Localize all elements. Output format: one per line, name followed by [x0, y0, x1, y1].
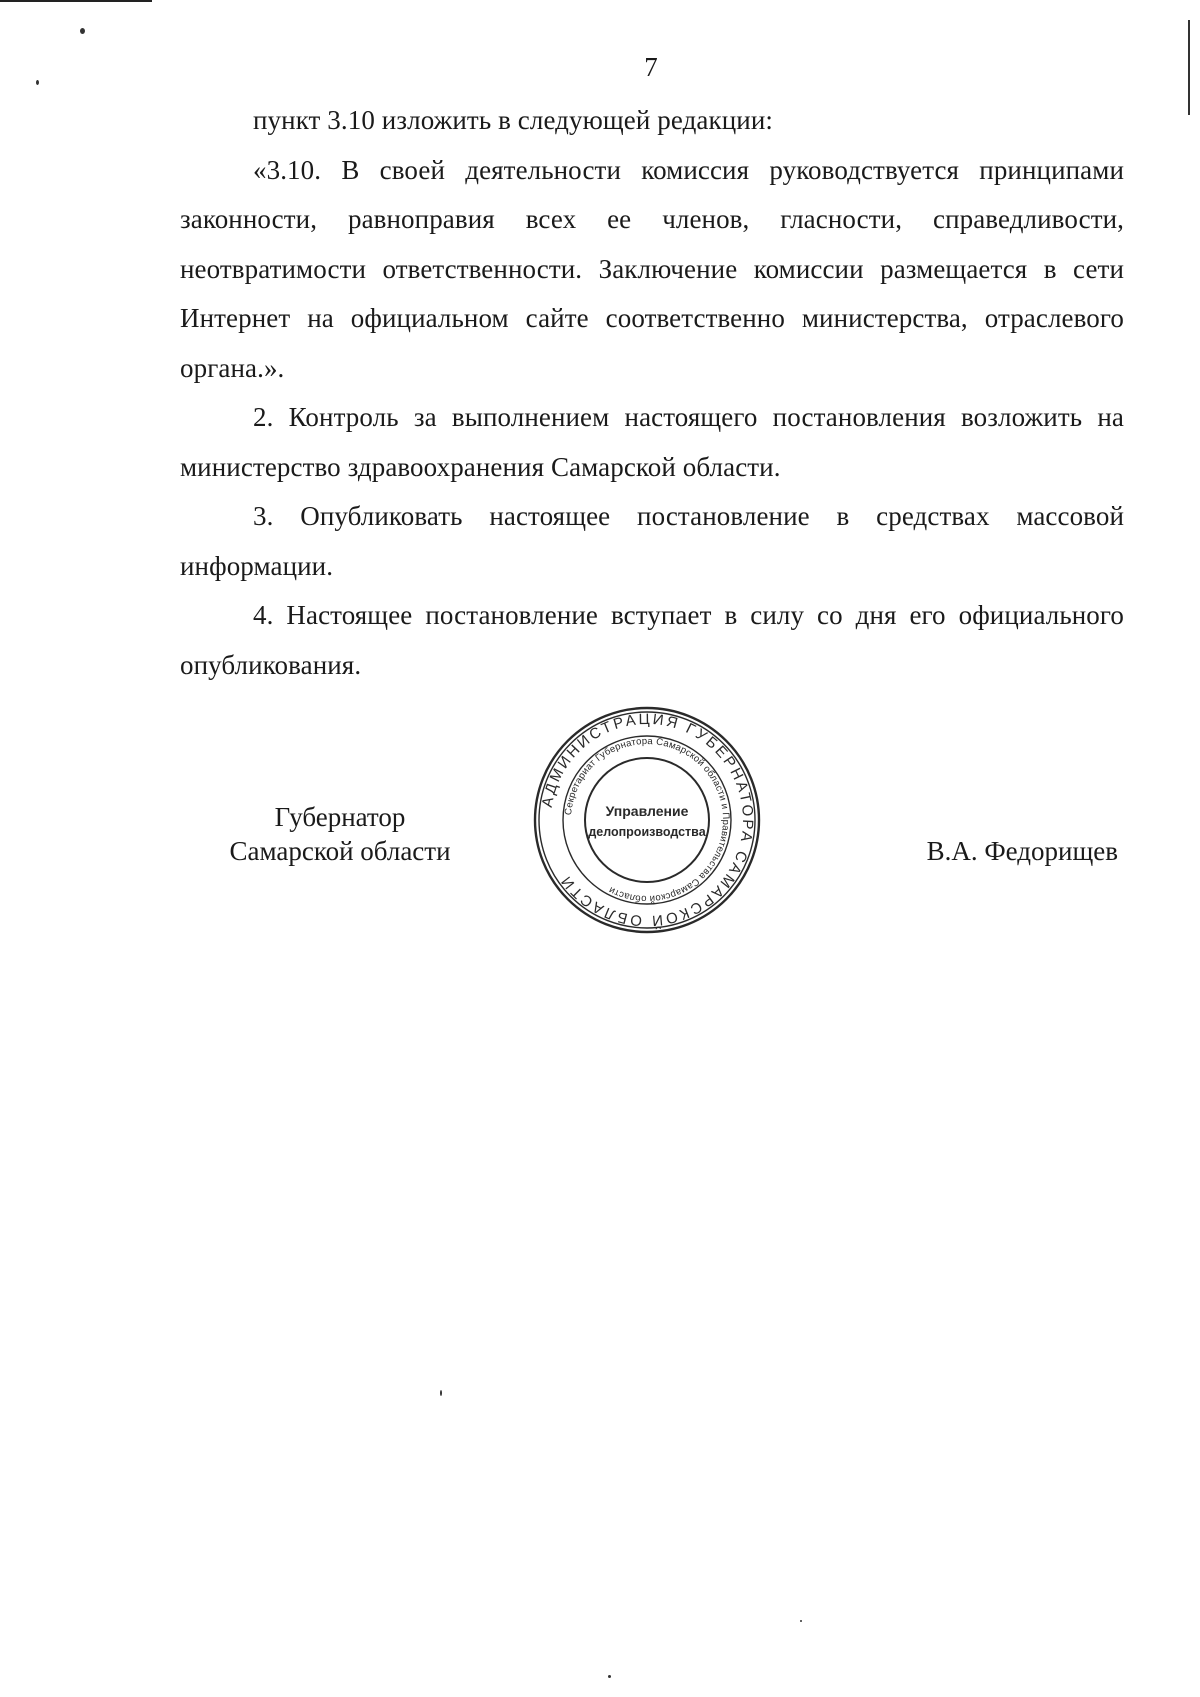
- scan-speck: [440, 1390, 442, 1396]
- body-text: [180, 96, 1124, 690]
- paragraph-3-10: «3.10. В своей деятельности комиссия руководствуется принципами законности, равноправия всех ее членов, гласности, справедливости, неотвратимости ответственности. Заключение комиссии размещается в сети Интернет на официальном сайте соответственно министерства, отраслевого органа.».: [180, 154, 1124, 383]
- scan-speck: [608, 1675, 611, 1678]
- paragraph-4: 4. Настоящее постановление вступает в силу со дня его официального опубликования.: [180, 600, 1124, 680]
- seal-center-line2: делопроизводства: [588, 825, 706, 839]
- paragraph-3: 3. Опубликовать настоящее постановление в средствах массовой информации.: [180, 501, 1124, 581]
- seal-center-line1: Управление: [605, 803, 689, 819]
- signature-block: [0, 800, 1200, 890]
- scan-speck: [80, 28, 85, 34]
- paragraph-intro: пункт 3.10 изложить в следующей редакции:: [253, 105, 773, 135]
- scan-speck: [800, 1620, 802, 1622]
- seal-outer-text: АДМИНИСТРАЦИЯ ГУБЕРНАТОРА САМАРСКОЙ ОБЛАСТИ: [538, 710, 757, 930]
- scan-edge-top: [0, 0, 152, 2]
- page-number: 7: [644, 52, 658, 82]
- seal-inner-text: Секретариат Губернатора Самарской области и Правительства Самарской области: [563, 735, 732, 905]
- signatory-name: В.А. Федорищев: [926, 836, 1118, 866]
- signatory-title-line1: Губернатор: [274, 802, 406, 832]
- signatory-title-line2: Самарской области: [229, 836, 451, 866]
- signatory-title: [210, 800, 470, 868]
- paragraph-2: 2. Контроль за выполнением настоящего постановления возложить на министерство здравоохранения Самарской области.: [180, 402, 1124, 482]
